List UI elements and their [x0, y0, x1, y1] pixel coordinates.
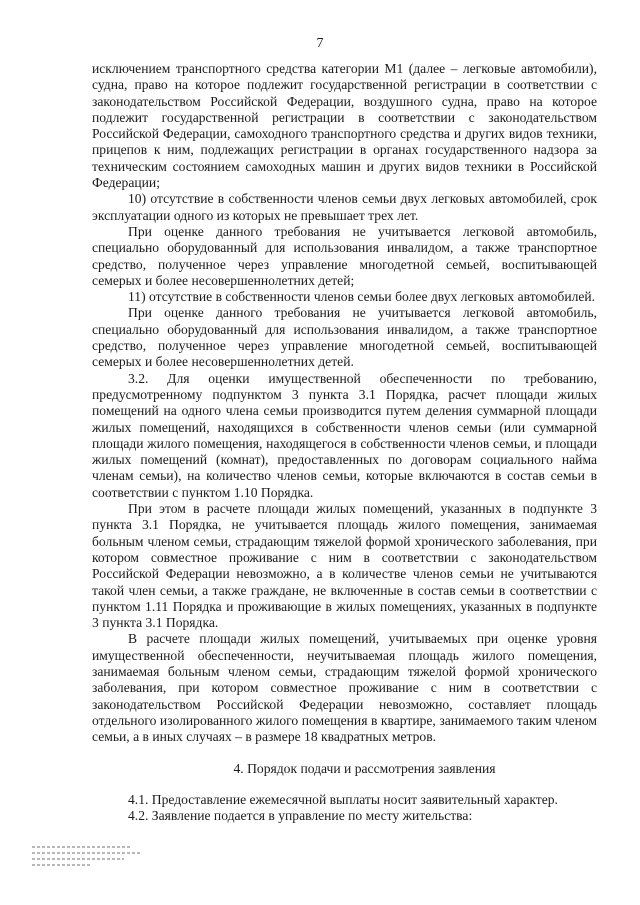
paragraph: При оценке данного требования не учитывается легковой автомобиль, специально оборудованный для использования инвалидом, а также транспортное средство, полученное через управление многодетной семьей, воспитывающей семерых и более несовершеннолетних детей. [92, 305, 597, 370]
paragraph: При оценке данного требования не учитывается легковой автомобиль, специально оборудованный для использования инвалидом, а также транспортное средство, полученное через управление многодетной семьей, воспитывающей семерых и более несовершеннолетних детей; [92, 223, 597, 288]
paragraph: В расчете площади жилых помещений, учитываемых при оценке уровня имущественной обеспеченности, неучитываемая площадь жилого помещения, занимаемая больным членом семьи, страдающим тяжелой формой хронического заболевания, при котором совместное проживание с ним в соответствии с законодательством Российской Федерации невозможно, составляет площадь отдельного изолированного жилого помещения в квартире, занимаемого таким членом семьи, а в иных случаях – в размере 18 квадратных метров. [92, 631, 597, 745]
section-heading: 4. Порядок подачи и рассмотрения заявления [233, 761, 496, 777]
page-number: 7 [316, 36, 324, 51]
paragraph: 11) отсутствие в собственности членов семьи более двух легковых автомобилей. [128, 289, 596, 305]
paragraph: 4.1. Предоставление ежемесячной выплаты носит заявительный характер. [128, 791, 558, 807]
document-body [92, 61, 597, 824]
paragraph: 3.2. Для оценки имущественной обеспеченности по требованию, предусмотренному подпунктом 3 пункта 3.1 Порядка, расчет площади жилых помещений на одного члена семьи производится путем деления суммарной площади жилых помещений, находящихся в собственности членов семьи (или суммарной площади жилого помещения, находящегося в собственности членов семьи, и площади жилых помещений (комнат), предоставленных по договорам социального найма членам семьи), на количество членов семьи, которые включаются в состав семьи в соответствии с пунктом 1.10 Порядка. [92, 370, 597, 500]
paragraph: При этом в расчете площади жилых помещений, указанных в подпункте 3 пункта 3.1 Порядка, не учитывается площадь жилого помещения, занимаемая больным членом семьи, страдающим тяжелой формой хронического заболевания, при котором совместное проживание с ним в соответствии с законодательством Российской Федерации невозможно, а в количестве членов семьи не учитываются такой член семьи, а также граждане, не включенные в состав семьи в соответствии с пунктом 1.11 Порядка и проживающие в жилых помещениях, указанных в подпункте 3 пункта 3.1 Порядка. [92, 501, 597, 631]
paragraph: исключением транспортного средства категории M1 (далее – легковые автомобили), судна, право на которое подлежит государственной регистрации в соответствии с законодательством Российской Федерации, воздушного судна, право на которое подлежит государственной регистрации в соответствии с законодательством Российской Федерации, самоходного транспортного средства и других видов техники, прицепов к ним, подлежащих регистрации в органах государственного надзора за техническим состоянием самоходных машин и других видов техники в Российской Федерации; [92, 61, 597, 191]
paragraph: 4.2. Заявление подается в управление по месту жительства: [128, 808, 473, 824]
faded-stamp [32, 842, 144, 882]
paragraph: 10) отсутствие в собственности членов семьи двух легковых автомобилей, срок эксплуатации одного из которых не превышает трех лет. [92, 191, 597, 223]
